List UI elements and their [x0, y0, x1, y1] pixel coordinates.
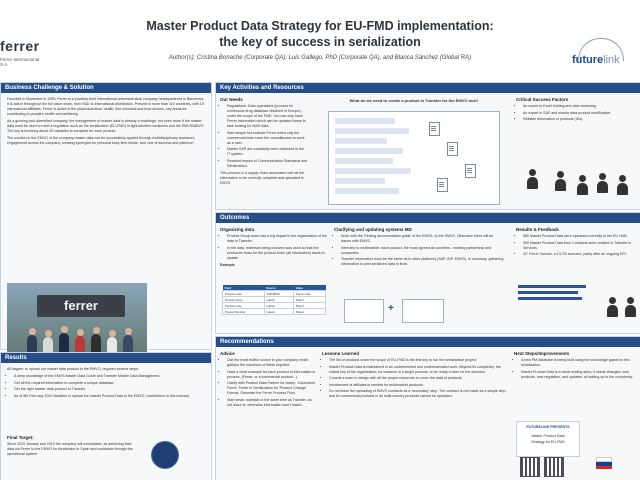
- challenge-panel: [0, 82, 212, 350]
- flow-row: [335, 128, 409, 134]
- activities-flow-title: What do we need to create a product in Transfer for the EMVO hub?: [349, 98, 479, 103]
- lessons-item: • Involvement of affiliates is needed for multimarket products.: [329, 383, 508, 388]
- outcomes-example-table: [222, 285, 326, 315]
- advice-item: • Use the most fruitful source in your company which gathers the maximum of fields required.: [227, 358, 316, 368]
- poster-title-line2: the key of success in serialization: [219, 35, 421, 49]
- advice-list: [220, 358, 316, 408]
- outcomes-organizing-item: • Product Group team has a big impact in the organization of the data in Transfer.: [227, 234, 328, 244]
- recommendations-panel: [215, 336, 640, 480]
- activities-needs-item: • Reached impact of Communication Standards and Serialization.: [227, 159, 308, 169]
- results-item: • Get the right master data product to Transfer.: [14, 387, 203, 392]
- poster-header: [0, 0, 640, 78]
- success-factor-item: • Reliable information of products (IDs).: [523, 117, 636, 122]
- table-cell: Product name: [223, 297, 265, 303]
- photo-banner-logo: ferrer: [37, 295, 125, 317]
- activities-flow-diagram: [328, 111, 500, 205]
- flow-row: [335, 118, 395, 124]
- promo-line1: Master Product Data: [531, 434, 565, 438]
- group-icon: [576, 175, 590, 197]
- results-text: [7, 367, 203, 400]
- activities-needs-note: This process is a supply chain associated with all the information to be correctly complete and uploaded to EMVS.: [220, 170, 305, 185]
- activities-heading: Key Activities and Resources: [216, 83, 640, 93]
- outcomes-clarifying-list: [334, 234, 504, 267]
- russia-flag-icon: [596, 457, 612, 467]
- ferrer-logo-subtitle: Ferrer Internacional S.A.: [0, 57, 40, 67]
- next-steps-item: • Master Product Data is a never ending story: it needs changes; new products, new regulation, and updates, all adding up to the complexity.: [521, 370, 636, 380]
- poster-authors: Author(s): Cristina Bonache (Corporate QA), Luis Gallego, PhD (Corporate QA), and Blanca Sánchez (Global RA): [168, 55, 472, 61]
- challenge-paragraph-2: As a growing and diversified company, the management of master data is already a challenge, but even more if the master data must be used to meet a regulation such as the serialization (EU-FMD) in light falsified medicines and the EMVS/NMVS. The key is involving about 30 variables to complete for each product.: [7, 119, 205, 133]
- next-steps-item: • A new PM database is being built using the knowledge gained in this serialization.: [521, 358, 636, 368]
- table-cell: Ferrer code: [294, 291, 326, 297]
- outcomes-clarifying: [334, 227, 504, 269]
- progress-bar: [518, 285, 586, 288]
- lessons-item: • The list of products under the scope of EU-FMD is the first key to run the serialization project.: [329, 358, 508, 363]
- outcomes-results-item: • 390 Master Product Data from Contracts were created in Transfer to Services.: [523, 241, 634, 251]
- recommendations-heading: Recommendations: [216, 337, 640, 347]
- results-final-target-text: Since 2019 January and 2019 the company will consolidate, as delivering their data via Ferrer to the EMVO for distribution in Spain and worldwide through the operational system.: [7, 442, 133, 456]
- success-factors-list: [516, 104, 636, 122]
- next-steps-list: [514, 358, 636, 380]
- qr-code-icon[interactable]: [544, 457, 564, 477]
- photo-person-head: [93, 327, 100, 334]
- document-icon: [465, 164, 476, 178]
- activities-needs-title: Our Needs: [220, 97, 243, 102]
- promo-title: FUTURELINK PRESENTS: [526, 425, 570, 429]
- success-factors-title: Critical Success Factors: [516, 97, 569, 102]
- outcomes-organizing: [220, 227, 328, 268]
- advice-item: • Start small: maintain in the same time as Transfer, do not leave in; otherwise information won't match.: [227, 398, 316, 408]
- success-factor-item: • An expert in SAP and master data product modification.: [523, 111, 636, 116]
- lessons-item: • Do not leave the uploading of EMVS contracts as a 'secondary' step. The contract is not made as a simple step, and for commercial products in all multi-country products cannot be uploaded.: [329, 389, 508, 399]
- promo-line2: Strategy for EU-FMD: [531, 440, 565, 444]
- results-intro: All targets: to upload our master data product to the EMVO, required several steps:: [7, 367, 139, 371]
- activities-success-factors: [516, 97, 636, 124]
- photo-person-head: [45, 330, 52, 337]
- lessons-item: • Commit a team to design with all the proper resources to cover the data of products.: [329, 376, 508, 381]
- outcomes-organizing-list: [220, 234, 328, 261]
- table-header-cell: Source: [264, 285, 294, 291]
- flow-row: [335, 148, 403, 154]
- person-icon: [606, 297, 620, 319]
- challenge-paragraph-3: The solution in the EMVO of the company master data can be successfully applied through multidisciplinary teamwork, engagement across the company, creating synergies for personal busy time inside, and 'one of success and patience'.: [7, 136, 196, 145]
- results-item: • A deep knowledge of the EMVS Master Data Guide and Transfer Master Data Management.: [14, 374, 203, 379]
- flow-row: [335, 188, 399, 194]
- table-row: [223, 309, 326, 315]
- results-item: • As of 9th February 2019 deadline to upload the master Product Data to the EMVO, contribution in this industry.: [14, 394, 203, 399]
- futurelink-logo-part2: link: [603, 54, 620, 66]
- activities-panel: [215, 82, 640, 210]
- table-cell: Product code: [223, 291, 265, 297]
- advice-item: • Clarify with Product Data Partner for clarity: 'Customers' Ferrer, Ferrer in Serialization for 'Product Change' Format. Generate the Ferrer Process Flow.: [227, 381, 316, 396]
- table-cell: Product Number: [223, 309, 265, 315]
- poster-title: [100, 18, 540, 50]
- person-icon: [554, 171, 568, 193]
- document-icon: [447, 142, 458, 156]
- person-at-desk-icon: [526, 169, 540, 191]
- photo-person-head: [77, 329, 84, 336]
- document-icon: [437, 178, 448, 192]
- poster-title-line1: Master Product Data Strategy for EU-FMD implementation:: [146, 19, 494, 33]
- ferrer-logo-text: ferrer: [0, 38, 40, 54]
- outcomes-results-item: • 580 Master Product Data were uploaded correctly to the EU HUB.: [523, 234, 634, 239]
- futurelink-logo-text: [572, 54, 620, 66]
- outcomes-clarifying-item: • Interview to multimarket: each product, the most agreed all countries - existing partnership and companies.: [341, 246, 504, 256]
- advice-title: Advice: [220, 351, 235, 356]
- photo-person-head: [125, 328, 132, 335]
- activities-needs-item: • Regulations: Data operations (process for continuous drug database obtained in Europe), under the scope of the FMD. You can only have Ferrer information which can be updated frame to take looking for MAH data.: [227, 104, 308, 129]
- table-cell: SAP/MDM: [264, 291, 294, 297]
- person-icon: [624, 297, 638, 319]
- futurelink-logo: [566, 38, 640, 74]
- table-cell: Labels: [264, 303, 294, 309]
- outcomes-results-title: Results & Feedback: [516, 227, 559, 232]
- futurelink-promo-box: [516, 421, 580, 457]
- results-final-target: [7, 435, 135, 459]
- next-steps-title: Next Steps/Improvements: [514, 351, 570, 356]
- activities-needs-item: • Start simple but exclude Ferrer when only the commercial team have the consultancies to work as a user.: [227, 131, 308, 146]
- advice-item: • Have a clear example for each product of information in process, (Ferrer, or a commercial product...).: [227, 370, 316, 380]
- results-item: • Get all the required information to complete a unique database.: [14, 381, 203, 386]
- progress-bar: [518, 291, 578, 294]
- outcomes-results-list: [516, 234, 634, 257]
- table-cell: Brand: [294, 309, 326, 315]
- presenter-icon: [596, 173, 610, 195]
- table-header-cell: Value: [294, 285, 326, 291]
- challenge-text: [7, 97, 205, 148]
- photo-person-head: [29, 328, 36, 335]
- table-cell: Labels: [264, 297, 294, 303]
- recommendations-next-steps: [514, 351, 636, 381]
- table-cell: Brand: [294, 297, 326, 303]
- outcomes-results-item: • 3/7 Ferrer Volume, a 1/1/20 scenario: partly after an ongoing KPI.: [523, 252, 634, 257]
- flow-row: [335, 178, 385, 184]
- results-heading: Results: [1, 353, 211, 363]
- lessons-title: Lessons Learned: [322, 351, 360, 356]
- results-final-target-title: Final Target:: [7, 435, 34, 440]
- outcomes-results-feedback: [516, 227, 634, 259]
- outcomes-clarifying-item: • Work with the 'Finding documentation guide' of the EMVS, a) the SMVS. Otherwise there will be issues with EMVS.: [341, 234, 504, 244]
- photo-person-head: [61, 326, 68, 333]
- activities-needs-list: [220, 104, 308, 169]
- outcomes-table-thumbnail-2: [402, 299, 444, 323]
- activities-needs-item: • Master SAP are constantly been extended in the IT system.: [227, 147, 308, 157]
- progress-bar: [518, 297, 582, 300]
- outcomes-heading: Outcomes: [216, 213, 640, 223]
- outcomes-clarifying-item: • Transfer information must be the same as in other platforms (SAP, IDP, EMVS). In summary, gathering information to print serialized data in lines.: [341, 257, 504, 267]
- outcomes-organizing-title: Organizing data: [220, 227, 255, 232]
- flow-row: [335, 168, 411, 174]
- futurelink-logo-part1: future: [572, 54, 604, 66]
- outcomes-table-thumbnail-1: [344, 299, 384, 323]
- table-header-cell: Field: [223, 285, 265, 291]
- outcomes-panel: [215, 212, 640, 334]
- recommendations-lessons: [322, 351, 508, 401]
- results-list: [7, 374, 203, 399]
- recommendations-advice: [220, 351, 316, 409]
- document-icon: [429, 122, 440, 136]
- table-cell: Product code: [223, 303, 265, 309]
- challenge-paragraph-1: Founded in November in 1959, Ferrer is a privately-held international pharmaceutical company headquartered in Barcelona. It is active throughout the full value chain, from R&D to international distribution. Present in more than 110 countries, with 19 international affiliates, Ferrer is active in the pharmaceutical, health, fine chemical and food sectors, key areas for contributing to people's health and wellbeing.: [7, 97, 204, 116]
- flow-row: [335, 158, 393, 164]
- lessons-list: [322, 358, 508, 399]
- outcomes-organizing-item: • In the data, materials being involved was used so that the contractor team for the product team (all information) starts to update.: [227, 246, 328, 261]
- results-panel: [0, 352, 212, 480]
- challenge-heading: Business Challenge & Solution: [1, 83, 211, 93]
- photo-person-head: [109, 330, 116, 337]
- plus-icon: +: [388, 303, 394, 314]
- table-cell: Labels: [264, 309, 294, 315]
- outcomes-clarifying-title: Clarifying and updating systems MD: [334, 227, 412, 232]
- flow-row: [335, 138, 387, 144]
- outcomes-example-label: Example: [220, 262, 235, 267]
- globe-icon: [151, 441, 179, 469]
- success-factor-item: • An expert in Excel holding and data cleansing.: [523, 104, 636, 109]
- person-icon: [616, 175, 630, 197]
- ferrer-logo: [0, 38, 46, 68]
- lessons-item: • Master Product Data is maintained in an undetermined and underestimated work. Beyond its complexity, the critical key of the organization, for instance in a single process, to be ready in time for the decision.: [329, 365, 508, 375]
- table-cell: Brand: [294, 303, 326, 309]
- qr-code-icon[interactable]: [520, 457, 540, 477]
- activities-needs: [220, 97, 308, 188]
